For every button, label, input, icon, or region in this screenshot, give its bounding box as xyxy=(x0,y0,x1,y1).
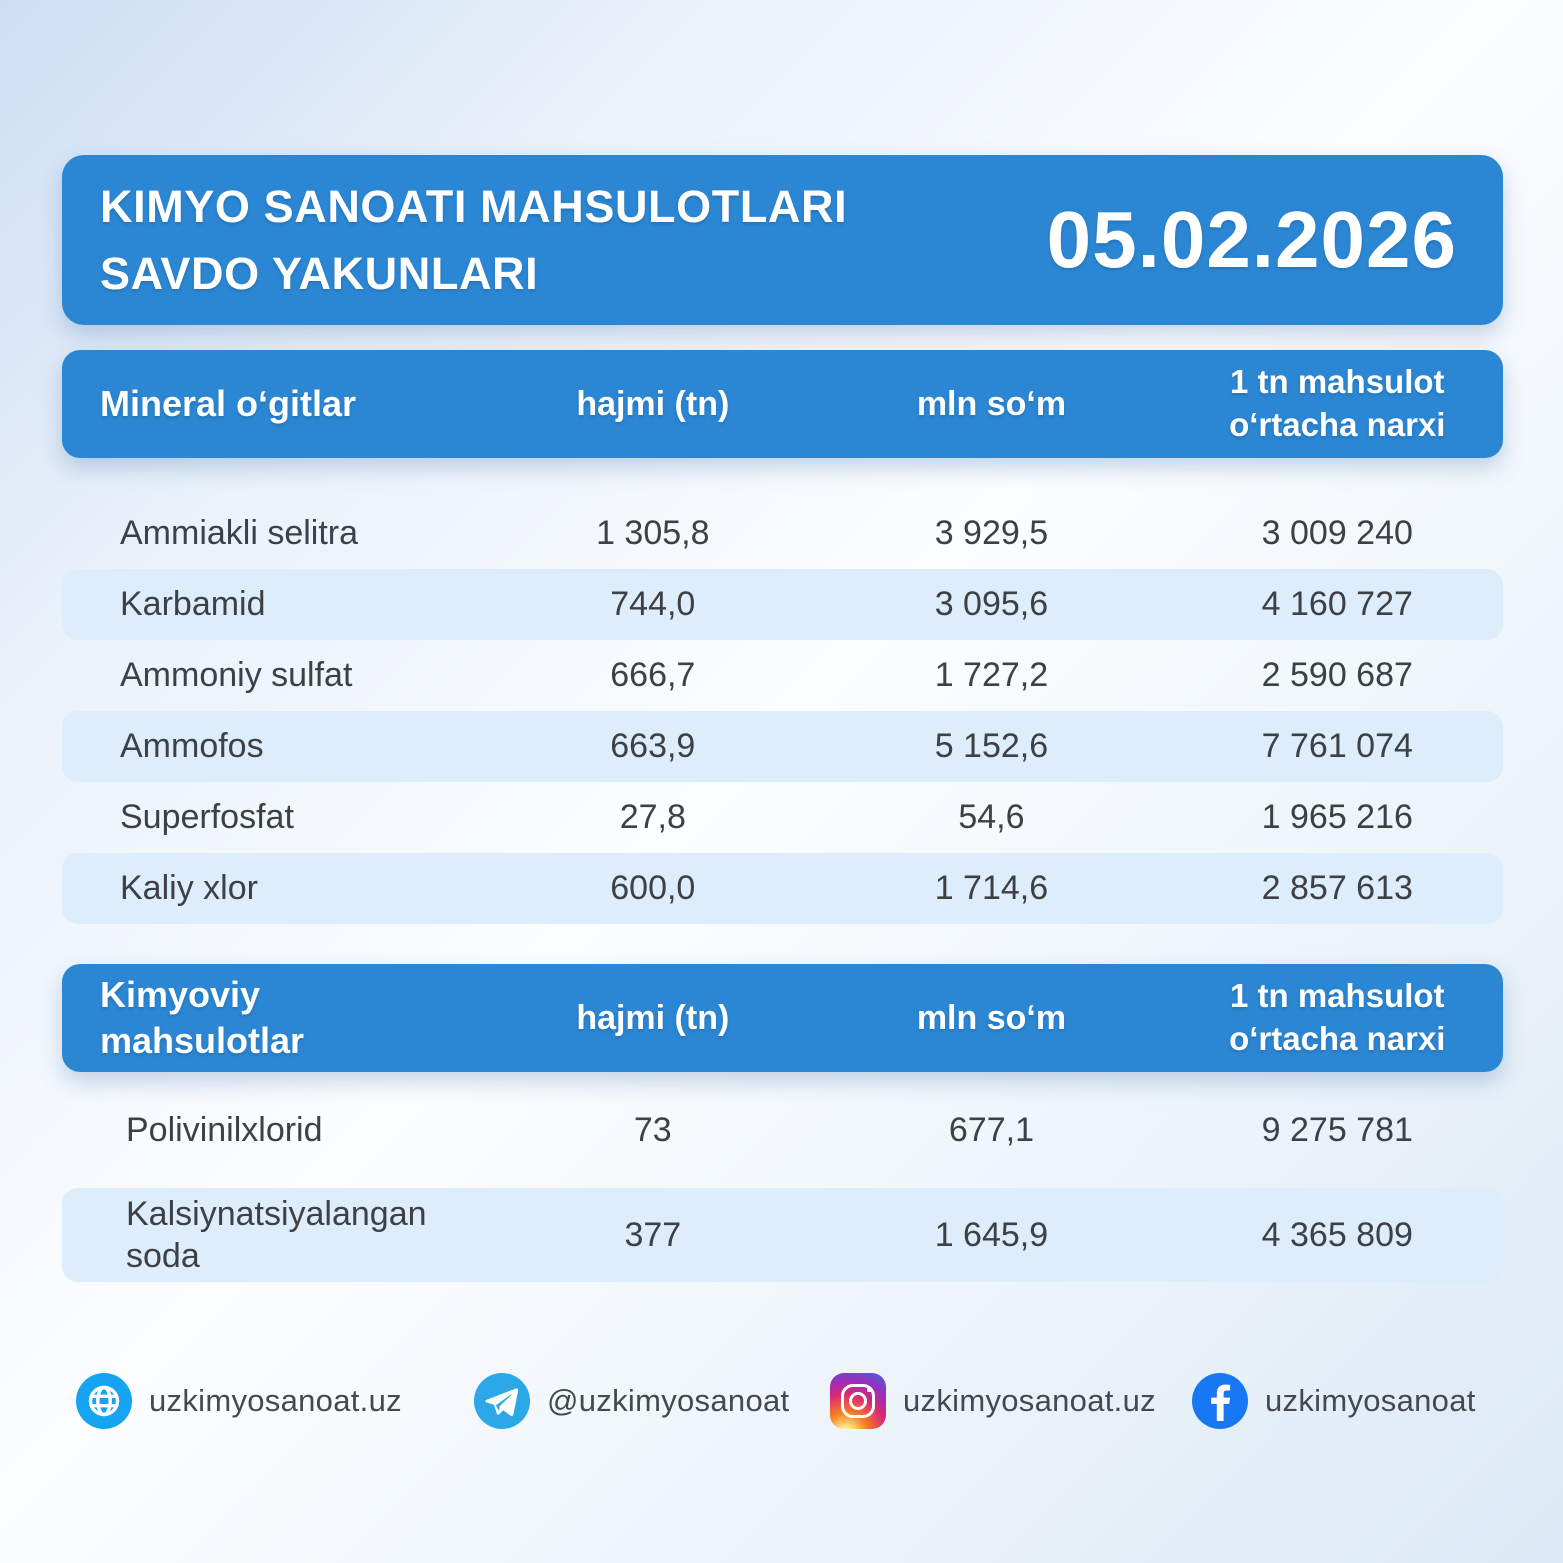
globe-icon xyxy=(76,1373,132,1429)
avg-price-value: 7 761 074 xyxy=(1261,727,1413,765)
sum-value: 1 714,6 xyxy=(934,869,1049,907)
table-row xyxy=(62,498,1503,569)
avg-price-value: 4 160 727 xyxy=(1261,585,1413,623)
table-row xyxy=(62,711,1503,782)
column-header-avg-price xyxy=(1172,975,1503,1061)
website-link[interactable] xyxy=(76,1372,402,1430)
telegram-label: @uzkimyosanoat xyxy=(547,1383,790,1418)
website-label: uzkimyosanoat.uz xyxy=(149,1383,402,1418)
mineral-table-title xyxy=(62,381,494,427)
mineral-table-body xyxy=(62,498,1503,924)
chemical-table-title-text: Kimyoviy mahsulotlar xyxy=(100,973,305,1061)
table-row xyxy=(62,569,1503,640)
telegram-link[interactable] xyxy=(474,1372,789,1430)
product-name: Ammoniy sulfat xyxy=(120,656,353,695)
facebook-link[interactable] xyxy=(1192,1372,1476,1430)
product-name: Ammofos xyxy=(120,727,264,766)
product-name: Polivinilxlorid xyxy=(126,1110,323,1149)
instagram-label: uzkimyosanoat.uz xyxy=(903,1383,1156,1418)
facebook-icon xyxy=(1192,1373,1248,1429)
volume-value: 1 305,8 xyxy=(596,514,710,552)
sum-value: 677,1 xyxy=(948,1110,1034,1149)
sum-value: 1 645,9 xyxy=(934,1215,1049,1254)
avg-price-value: 4 365 809 xyxy=(1261,1215,1413,1254)
chemical-table-body xyxy=(62,1086,1503,1282)
volume-value: 663,9 xyxy=(610,727,696,765)
sum-value: 54,6 xyxy=(958,798,1025,836)
table-row xyxy=(62,853,1503,924)
page-title xyxy=(100,173,847,308)
column-header-avg-price-line2: oʻrtacha narxi xyxy=(1229,406,1446,443)
avg-price-value: 2 590 687 xyxy=(1261,656,1413,694)
telegram-icon xyxy=(474,1373,530,1429)
column-header-avg-price-line2: oʻrtacha narxi xyxy=(1229,1020,1446,1057)
avg-price-value: 2 857 613 xyxy=(1261,869,1413,907)
product-name: Kaliy xlor xyxy=(120,869,258,908)
report-date: 05.02.2026 xyxy=(1046,195,1457,284)
mineral-table-header xyxy=(62,350,1503,458)
column-header-avg-price-line1: 1 tn mahsulot xyxy=(1230,977,1445,1015)
volume-value: 73 xyxy=(633,1110,672,1149)
column-header-avg-price-line1: 1 tn mahsulot xyxy=(1230,363,1445,401)
page-title-line2: SAVDO YAKUNLARI xyxy=(100,248,539,299)
column-header-mln-som: mln soʻm xyxy=(916,998,1067,1037)
facebook-label: uzkimyosanoat xyxy=(1265,1383,1476,1418)
volume-value: 600,0 xyxy=(610,869,696,907)
volume-value: 666,7 xyxy=(610,656,696,694)
avg-price-value: 1 965 216 xyxy=(1261,798,1413,836)
chemical-table-header xyxy=(62,964,1503,1072)
column-header-mln-som: mln soʻm xyxy=(916,384,1067,423)
product-name: Ammiakli selitra xyxy=(120,514,359,553)
instagram-link[interactable] xyxy=(830,1372,1156,1430)
table-row xyxy=(62,640,1503,711)
product-name: Superfosfat xyxy=(120,798,294,837)
sum-value: 1 727,2 xyxy=(934,656,1049,694)
sum-value: 3 929,5 xyxy=(934,514,1049,552)
header-card xyxy=(62,155,1503,325)
volume-value: 27,8 xyxy=(619,798,686,836)
avg-price-value: 9 275 781 xyxy=(1261,1110,1413,1149)
table-row xyxy=(62,1086,1503,1174)
product-name: Karbamid xyxy=(120,585,266,624)
column-header-avg-price xyxy=(1172,361,1503,447)
product-name: Kalsiynatsiyalangan soda xyxy=(126,1194,427,1275)
sum-value: 5 152,6 xyxy=(934,727,1049,765)
volume-value: 377 xyxy=(624,1215,682,1254)
page-title-line1: KIMYO SANOATI MAHSULOTLARI xyxy=(100,180,848,232)
volume-value: 744,0 xyxy=(610,585,696,623)
instagram-icon xyxy=(830,1373,886,1429)
mineral-table-title-text: Mineral oʻgitlar xyxy=(100,382,357,424)
sum-value: 3 095,6 xyxy=(934,585,1049,623)
table-row xyxy=(62,782,1503,853)
avg-price-value: 3 009 240 xyxy=(1261,514,1413,552)
column-header-hajmi: hajmi (tn) xyxy=(576,384,730,423)
table-row xyxy=(62,1188,1503,1282)
column-header-hajmi: hajmi (tn) xyxy=(576,998,730,1037)
chemical-table-title xyxy=(62,972,494,1064)
